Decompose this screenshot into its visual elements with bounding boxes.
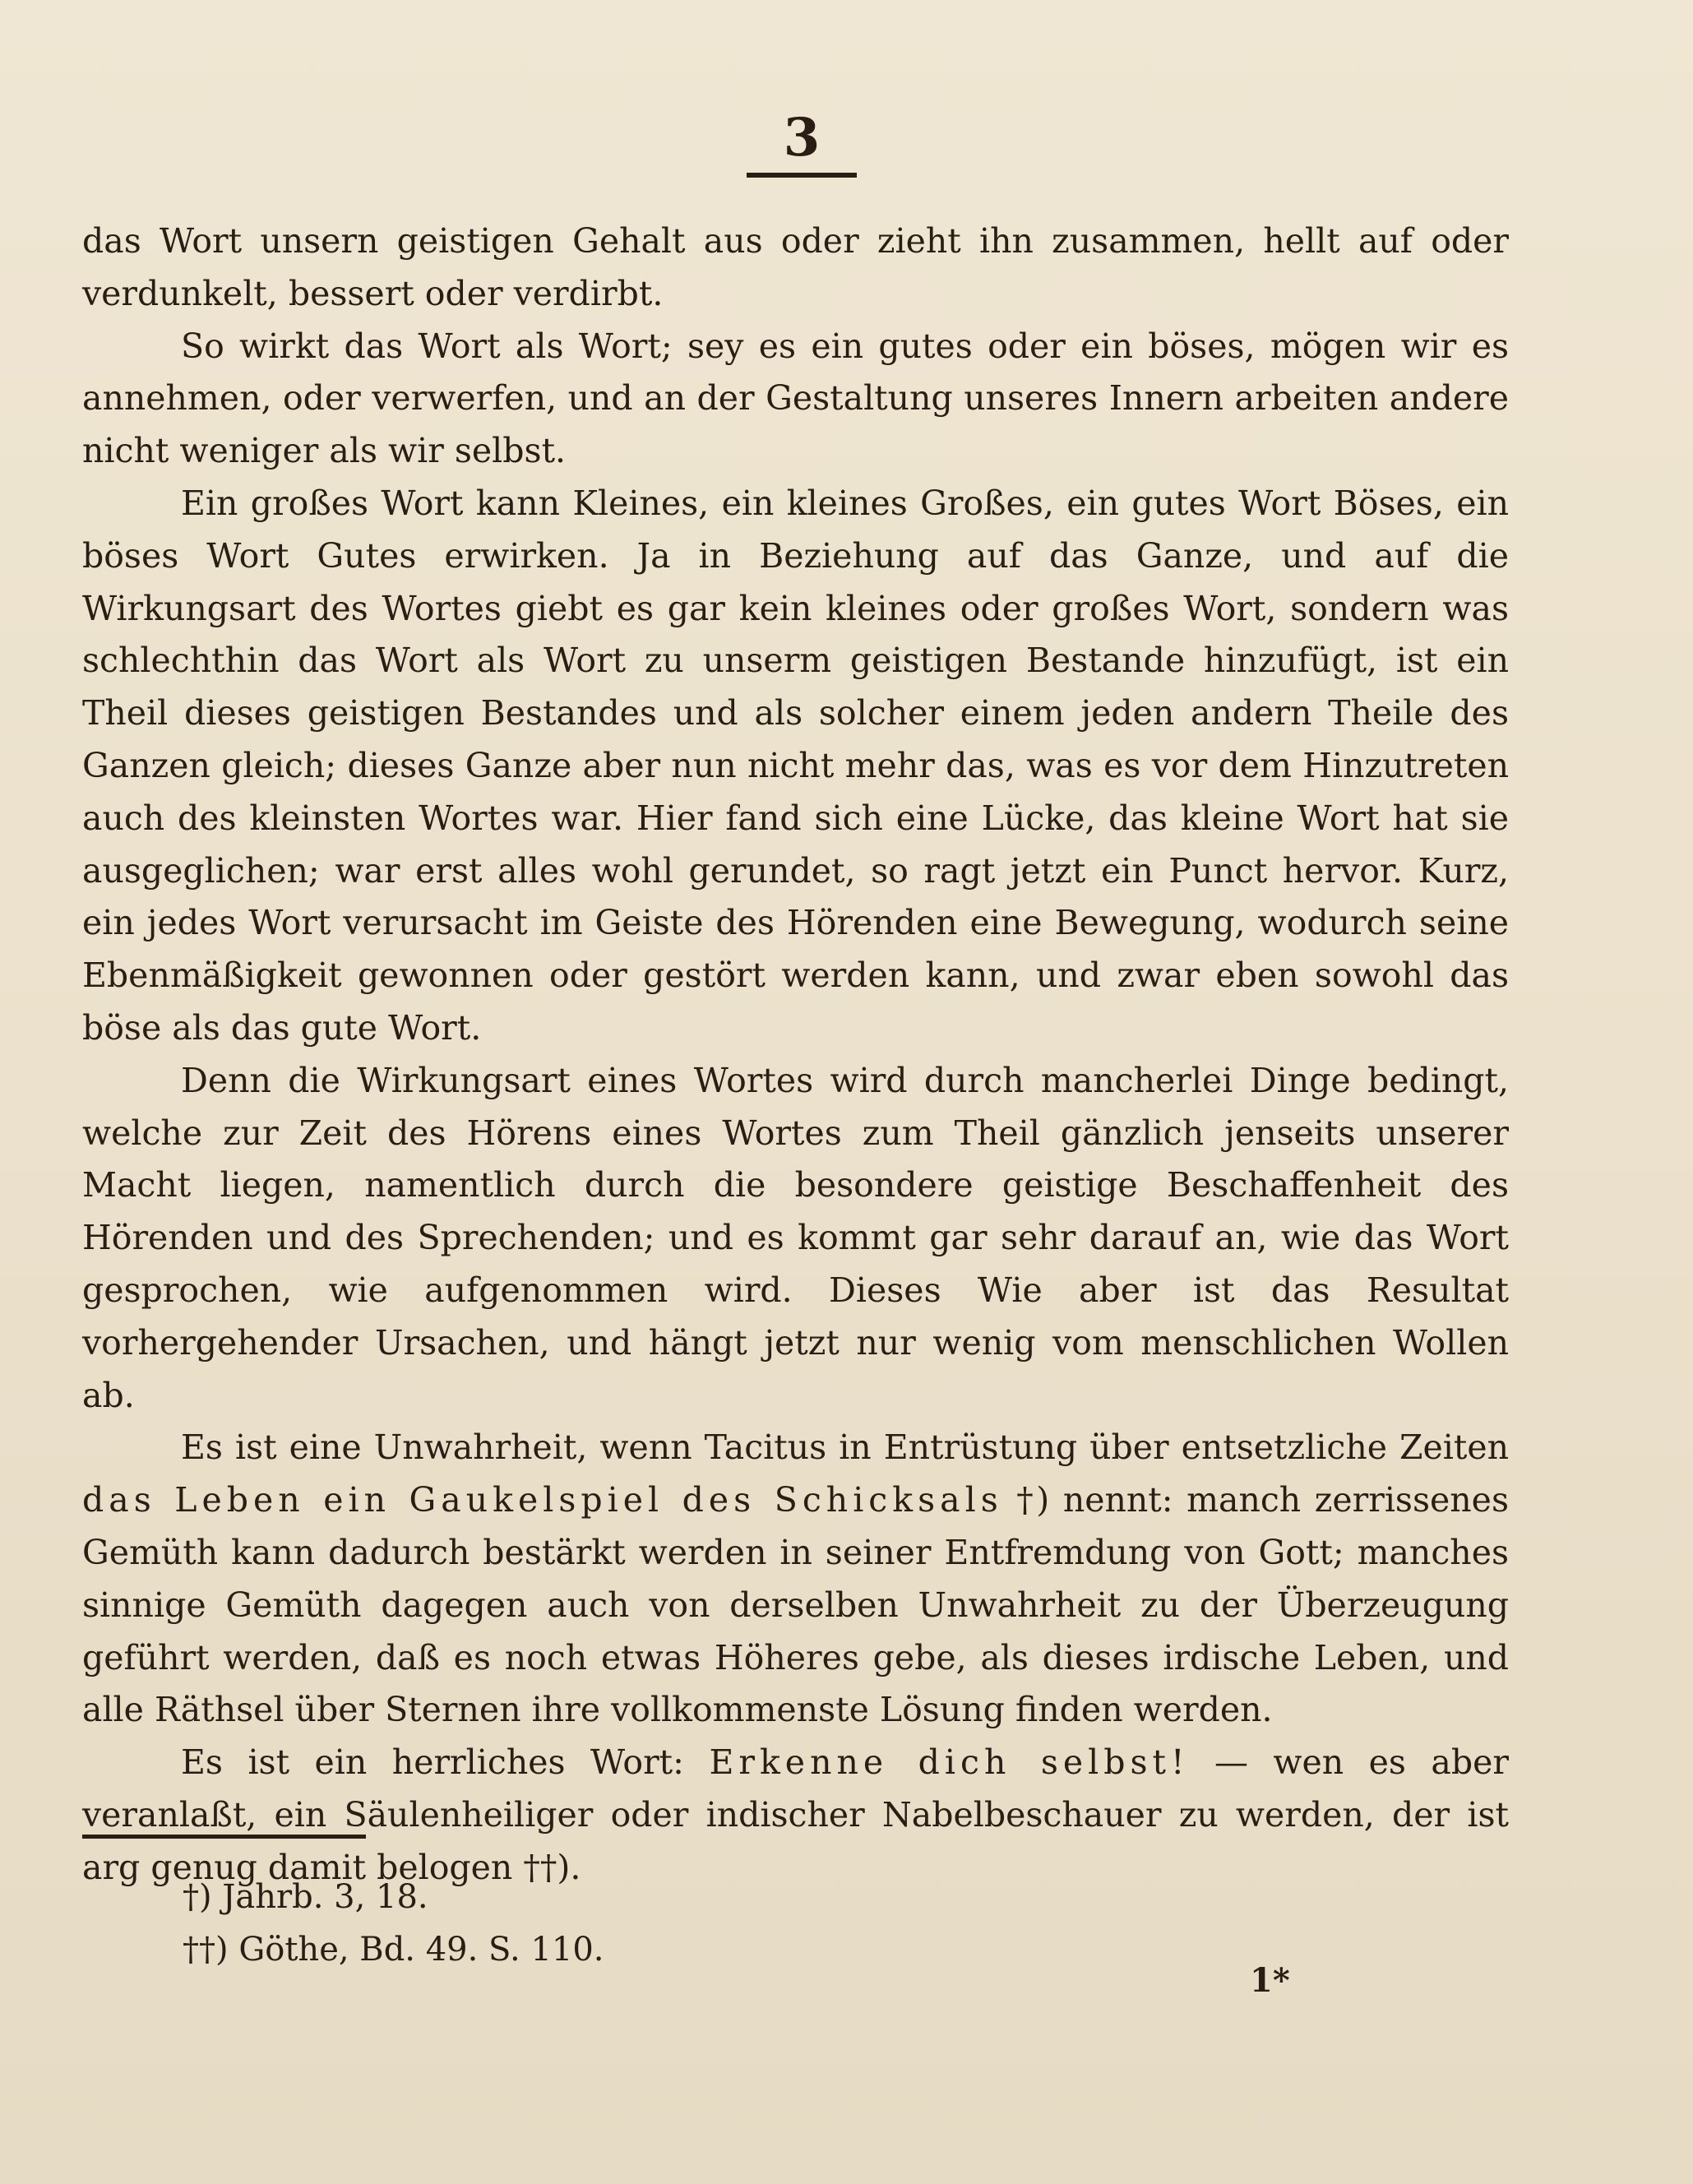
paragraph-5-emphasis: das Leben ein Gaukelspiel des Schicksals xyxy=(82,1480,1003,1520)
page-number-rule xyxy=(747,173,857,178)
footnotes xyxy=(183,1871,604,1976)
paragraph-1: das Wort unsern geistigen Gehalt aus oder zieht ihn zusammen, hellt auf oder verdunkelt, bessert oder verdirbt. xyxy=(82,221,1509,313)
paragraph-3: Ein großes Wort kann Kleines, ein kleines Großes, ein gutes Wort Böses, ein böses Wort Gutes erwirken. Ja in Beziehung auf das Ganze, und auf die Wirkungsart des Wortes giebt es gar kein kleines oder großes Wort, sondern was schlechthin das Wort als Wort zu unserm geistigen Bestande hinzufügt, ist ein Theil dieses geistigen Bestandes und als solcher einem jeden andern Theile des Ganzen gleich; dieses Ganze aber nun nicht mehr das, was es vor dem Hinzutreten auch des kleinsten Wortes war. Hier fand sich eine Lücke, das kleine Wort hat sie ausgeglichen; war erst alles wohl gerundet, so ragt jetzt ein Punct hervor. Kurz, ein jedes Wort verursacht im Geiste des Hörenden eine Bewegung, wodurch seine Ebenmäßigkeit gewonnen oder gestört werden kann, und zwar eben sowohl das böse als das gute Wort. xyxy=(82,483,1509,1048)
footnote-rule xyxy=(82,1835,366,1839)
footnote-1: †) Jahrb. 3, 18. xyxy=(183,1878,428,1916)
paragraph-6-text-start: Es ist ein herrliches Wort: xyxy=(181,1742,710,1783)
signature-mark: 1* xyxy=(1250,1961,1290,2000)
body-text xyxy=(82,215,1509,1895)
paragraph-4: Denn die Wirkungsart eines Wortes wird durch mancherlei Dinge bedingt, welche zur Zeit des Hörens eines Wortes zum Theil gänzlich jenseits unserer Macht liegen, namentlich durch die besondere geistige Beschaffenheit des Hörenden und des Sprechenden; und es kommt gar sehr darauf an, wie das Wort gesprochen, wie aufgenommen wird. Dieses Wie aber ist das Resultat vorhergehender Ursachen, und hängt jetzt nur wenig vom menschlichen Wollen ab. xyxy=(82,1060,1509,1415)
paragraph-5-text-end: †) nennt: manch zerrissenes Gemüth kann dadurch bestärkt werden in seiner Entfremdung von Gott; manches sinnige Gemüth dagegen auch von derselben Unwahrheit zu der Überzeugung geführt werden, daß es noch etwas Höheres gebe, als dieses irdische Leben, und alle Räthsel über Sternen ihre vollkommenste Lösung finden werden. xyxy=(82,1480,1509,1730)
page-number: 3 xyxy=(783,107,821,169)
paragraph-2: So wirkt das Wort als Wort; sey es ein gutes oder ein böses, mögen wir es annehmen, oder verwerfen, und an der Gestaltung unseres Innern arbeiten andere nicht weniger als wir selbst. xyxy=(82,326,1509,471)
paragraph-6-emphasis: Erkenne dich selbst! xyxy=(709,1742,1190,1783)
paragraph-5 xyxy=(82,1422,1509,1737)
paragraph-5-text-start: Es ist eine Unwahrheit, wenn Tacitus in Entrüstung über entsetzliche Zeiten xyxy=(181,1427,1509,1468)
paragraph-6-text-end: — wen es aber veranlaßt, ein Säulenheiliger oder indischer Nabelbeschauer zu werden, der ist arg genug damit belogen ††). xyxy=(82,1742,1509,1887)
footnote-2: ††) Göthe, Bd. 49. S. 110. xyxy=(183,1931,604,1969)
